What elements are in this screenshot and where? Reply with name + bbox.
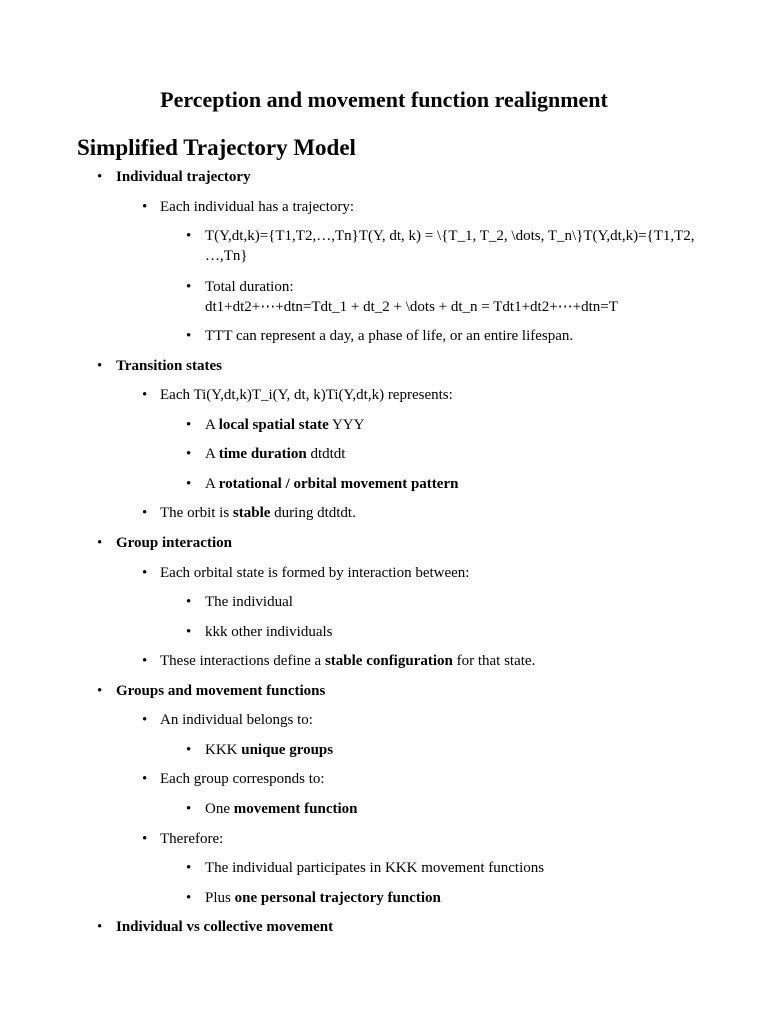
bullet-icon: • — [186, 742, 192, 758]
bullet-icon: • — [186, 279, 192, 295]
list-item: TTT can represent a day, a phase of life, or an entire lifespan. — [205, 328, 574, 344]
section-heading: Simplified Trajectory Model — [77, 135, 356, 160]
list-item: KKK unique groups — [205, 742, 334, 758]
list-item: A rotational / orbital movement pattern — [205, 476, 459, 492]
bullet-icon: • — [186, 328, 192, 344]
list-item-total-duration: Total duration: — [205, 279, 294, 295]
bullet-icon: • — [142, 199, 148, 215]
bullet-icon: • — [97, 919, 103, 935]
list-item: A time duration dtdtdt — [205, 446, 346, 462]
list-item: An individual belongs to: — [160, 712, 313, 728]
bullet-icon: • — [142, 565, 148, 581]
list-item-groups-movement: Groups and movement functions — [116, 683, 326, 699]
list-item-formula-line1: T(Y,dt,k)={T1,T2,…,Tn}T(Y, dt, k) = \{T_1, T_2, \dots, T_n\}T(Y,dt,k)={T1,T2, — [205, 228, 695, 244]
list-item: Each Ti(Y,dt,k)T_i(Y, dt, k)Ti(Y,dt,k) represents: — [160, 387, 453, 403]
list-item-duration-formula: dt1+dt2+⋯+dtn=Tdt_1 + dt_2 + \dots + dt_n = Tdt1+dt2+⋯+dtn=T — [205, 299, 618, 315]
bullet-icon: • — [186, 228, 192, 244]
bullet-icon: • — [186, 801, 192, 817]
list-item: Plus one personal trajectory function — [205, 890, 441, 906]
bullet-icon: • — [186, 624, 192, 640]
list-item: One movement function — [205, 801, 358, 817]
list-item: Each orbital state is formed by interaction between: — [160, 565, 470, 581]
bullet-icon: • — [186, 860, 192, 876]
list-item-individual-vs-collective: Individual vs collective movement — [116, 919, 334, 935]
list-item: The individual participates in KKK movement functions — [205, 860, 545, 876]
bullet-icon: • — [97, 169, 103, 185]
list-item-transition-states: Transition states — [116, 358, 222, 374]
list-item: The individual — [205, 594, 293, 610]
bullet-icon: • — [186, 890, 192, 906]
list-item-formula-line2: …,Tn} — [205, 248, 248, 264]
list-item-group-interaction: Group interaction — [116, 535, 232, 551]
bullet-icon: • — [186, 476, 192, 492]
bullet-icon: • — [142, 712, 148, 728]
list-item: Therefore: — [160, 831, 224, 847]
list-item: kkk other individuals — [205, 624, 333, 640]
list-item: Each individual has a trajectory: — [160, 199, 355, 215]
list-item: A local spatial state YYY — [205, 417, 365, 433]
document-title: Perception and movement function realignment — [160, 87, 608, 112]
bullet-icon: • — [186, 446, 192, 462]
list-item: These interactions define a stable configuration for that state. — [160, 653, 536, 669]
bullet-icon: • — [97, 683, 103, 699]
bullet-icon: • — [142, 831, 148, 847]
bullet-icon: • — [186, 417, 192, 433]
bullet-icon: • — [142, 653, 148, 669]
bullet-icon: • — [142, 771, 148, 787]
list-item: The orbit is stable during dtdtdt. — [160, 505, 356, 521]
list-item: Each group corresponds to: — [160, 771, 325, 787]
bullet-icon: • — [97, 535, 103, 551]
bullet-icon: • — [142, 505, 148, 521]
bullet-icon: • — [97, 358, 103, 374]
list-item-individual-trajectory: Individual trajectory — [116, 169, 251, 185]
bullet-icon: • — [142, 387, 148, 403]
bullet-icon: • — [186, 594, 192, 610]
